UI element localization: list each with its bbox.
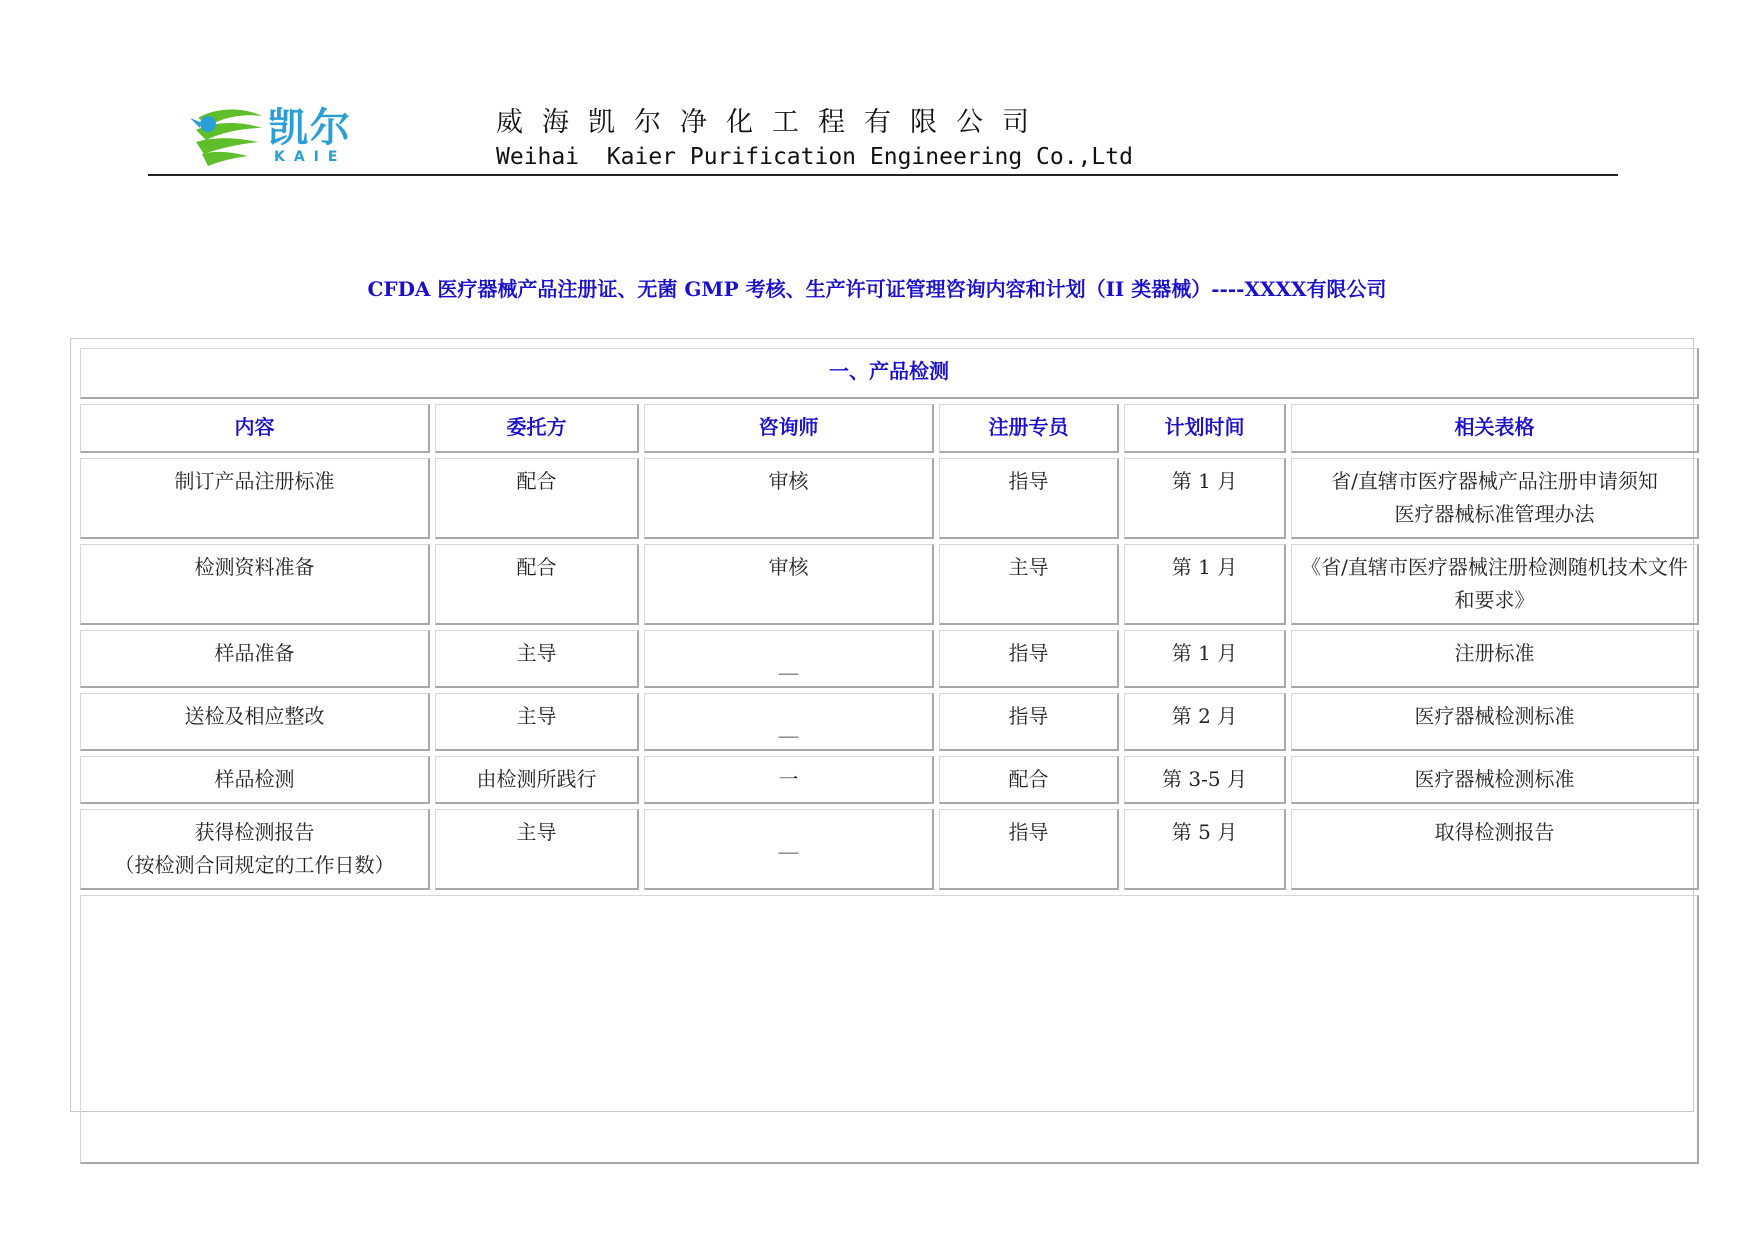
- client-cell: 主导: [435, 693, 639, 751]
- plan-table: [75, 343, 1704, 1169]
- specialist-cell: 配合: [939, 756, 1119, 804]
- company-logo: [188, 100, 368, 170]
- column-header: 相关表格: [1291, 404, 1699, 453]
- column-header: 计划时间: [1124, 404, 1286, 453]
- time-cell: 第 3-5 月: [1124, 756, 1286, 804]
- table-row: [80, 544, 1699, 625]
- logo-english-text: KAIE: [274, 149, 347, 165]
- consultant-cell: 一: [644, 756, 934, 804]
- specialist-cell: 主导: [939, 544, 1119, 625]
- consultant-cell: __: [644, 693, 934, 751]
- content-cell: 样品检测: [80, 756, 430, 804]
- company-name-chinese: 威海凯尔净化工程有限公司: [496, 107, 1048, 138]
- specialist-cell: 指导: [939, 809, 1119, 890]
- consultant-cell: 审核: [644, 544, 934, 625]
- plan-table-frame: [70, 338, 1694, 1112]
- client-cell: 主导: [435, 630, 639, 688]
- time-cell: 第 1 月: [1124, 544, 1286, 625]
- content-cell: 获得检测报告 （按检测合同规定的工作日数）: [80, 809, 430, 890]
- content-cell: 制订产品注册标准: [80, 458, 430, 539]
- consultant-cell: __: [644, 630, 934, 688]
- forms-cell: 医疗器械检测标准: [1291, 756, 1699, 804]
- content-cell: 送检及相应整改: [80, 693, 430, 751]
- bird-logo-icon: [188, 100, 268, 170]
- table-row: [80, 693, 1699, 751]
- table-row: [80, 809, 1699, 890]
- logo-chinese-text: 凯尔: [268, 105, 352, 151]
- client-cell: 配合: [435, 458, 639, 539]
- forms-cell: 取得检测报告: [1291, 809, 1699, 890]
- time-cell: 第 5 月: [1124, 809, 1286, 890]
- content-cell: 检测资料准备: [80, 544, 430, 625]
- forms-cell: 注册标准: [1291, 630, 1699, 688]
- section-title: 一、产品检测: [80, 348, 1699, 399]
- consultant-cell: 审核: [644, 458, 934, 539]
- forms-cell: 省/直辖市医疗器械产品注册申请须知 医疗器械标准管理办法: [1291, 458, 1699, 539]
- client-cell: 由检测所践行: [435, 756, 639, 804]
- table-row: [80, 630, 1699, 688]
- table-header-row: [80, 404, 1699, 453]
- time-cell: 第 1 月: [1124, 458, 1286, 539]
- specialist-cell: 指导: [939, 458, 1119, 539]
- consultant-cell: __: [644, 809, 934, 890]
- table-row: [80, 458, 1699, 539]
- time-cell: 第 2 月: [1124, 693, 1286, 751]
- client-cell: 主导: [435, 809, 639, 890]
- empty-cell: [80, 895, 1699, 1164]
- column-header: 咨询师: [644, 404, 934, 453]
- document-title: CFDA 医疗器械产品注册证、无菌 GMP 考核、生产许可证管理咨询内容和计划（II 类器械）----XXXX有限公司: [367, 277, 1387, 301]
- time-cell: 第 1 月: [1124, 630, 1286, 688]
- column-header: 内容: [80, 404, 430, 453]
- column-header: 委托方: [435, 404, 639, 453]
- letterhead: [148, 96, 1618, 176]
- table-row: [80, 756, 1699, 804]
- forms-cell: 《省/直辖市医疗器械注册检测随机技术文件和要求》: [1291, 544, 1699, 625]
- column-header: 注册专员: [939, 404, 1119, 453]
- company-name-english: Weihai Kaier Purification Engineering Co.,Ltd: [496, 144, 1133, 170]
- specialist-cell: 指导: [939, 630, 1119, 688]
- forms-cell: 医疗器械检测标准: [1291, 693, 1699, 751]
- empty-row: [80, 895, 1699, 1164]
- specialist-cell: 指导: [939, 693, 1119, 751]
- content-cell: 样品准备: [80, 630, 430, 688]
- client-cell: 配合: [435, 544, 639, 625]
- header-divider: [148, 174, 1618, 176]
